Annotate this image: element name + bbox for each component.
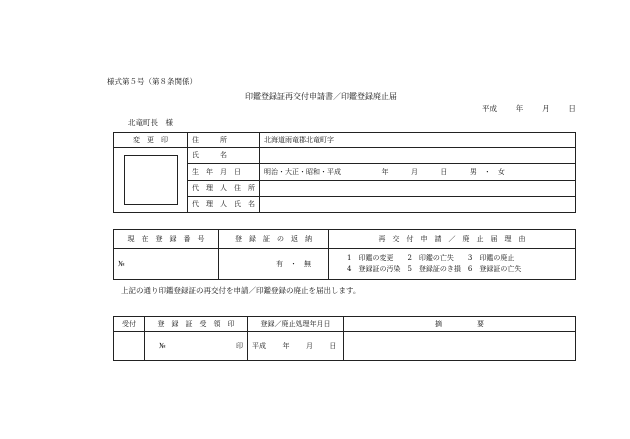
number-prefix: № xyxy=(118,259,125,268)
reason-row-2: 4 登録証の汚染 5 登録証のき損 6 登録証の亡失 xyxy=(347,265,522,273)
agent-name-label: 代 理 人 氏 名 xyxy=(188,197,260,213)
date-day: 日 xyxy=(568,104,576,113)
agent-address-label: 代 理 人 住 所 xyxy=(188,181,260,197)
form-number: 様式第５号（第８条関係） xyxy=(107,77,197,86)
address-field[interactable]: 北海道雨竜郡北竜町字 xyxy=(260,133,576,148)
applicant-table xyxy=(113,132,576,213)
registration-number-label: 現 在 登 録 番 号 xyxy=(114,230,219,249)
agent-address-field[interactable] xyxy=(260,181,576,197)
reason-label: 再 交 付 申 請 ／ 廃 止 届 理 由 xyxy=(329,230,576,249)
date-month: 月 xyxy=(542,104,550,113)
name-label: 氏 名 xyxy=(188,148,260,164)
seal-box[interactable] xyxy=(124,155,178,205)
birth-month: 月 xyxy=(410,167,418,176)
seal-area[interactable] xyxy=(114,148,188,213)
receipt-label: 登 録 証 受 領 印 xyxy=(145,317,248,332)
return-options[interactable] xyxy=(219,249,329,280)
birth-day: 日 xyxy=(440,167,448,176)
office-table xyxy=(113,316,576,361)
process-date-field[interactable] xyxy=(248,332,344,361)
reason-options[interactable] xyxy=(329,249,576,280)
receipt-seal-mark: 印 xyxy=(236,341,243,350)
date-year: 年 xyxy=(515,104,524,113)
addressee: 北竜町長 様 xyxy=(128,118,173,127)
name-field[interactable] xyxy=(260,148,576,164)
reason-row-1: 1 印鑑の変更 2 印鑑の亡失 3 印鑑の廃止 xyxy=(347,254,515,262)
accept-field[interactable] xyxy=(114,332,145,361)
birth-eras: 明治・大正・昭和・平成 xyxy=(264,167,341,176)
certificate-table xyxy=(113,229,576,280)
remarks-field[interactable] xyxy=(344,332,576,361)
receipt-field[interactable] xyxy=(145,332,248,361)
return-options-text: 有 ・ 無 xyxy=(276,259,311,268)
address-label: 住 所 xyxy=(188,133,260,148)
agent-name-field[interactable] xyxy=(260,197,576,213)
gender-options[interactable]: 男 ・ 女 xyxy=(469,167,505,176)
registration-number-field[interactable] xyxy=(114,249,219,280)
process-date-era: 平成 xyxy=(252,341,266,350)
process-date-label: 登録／廃止処理年月日 xyxy=(248,317,344,332)
birth-year: 年 xyxy=(381,167,389,176)
seal-label: 変 更 印 xyxy=(114,133,188,148)
accept-label: 受付 xyxy=(114,317,145,332)
birth-field[interactable] xyxy=(260,164,576,181)
date-era: 平成 xyxy=(482,104,497,113)
certificate-return-label: 登 録 証 の 返 納 xyxy=(219,230,329,249)
process-date-month: 月 xyxy=(305,341,313,350)
process-date-year: 年 xyxy=(282,341,290,350)
receipt-number-prefix: № xyxy=(159,341,166,350)
form-title: 印鑑登録証再交付申請書／印鑑登録廃止届 xyxy=(245,92,397,101)
statement-text: 上記の通り印鑑登録証の再交付を申請／印鑑登録の廃止を届出します。 xyxy=(121,286,361,295)
remarks-label: 摘 要 xyxy=(344,317,576,332)
birth-label: 生 年 月 日 xyxy=(188,164,260,181)
submission-date xyxy=(482,104,576,113)
process-date-day: 日 xyxy=(329,341,337,350)
